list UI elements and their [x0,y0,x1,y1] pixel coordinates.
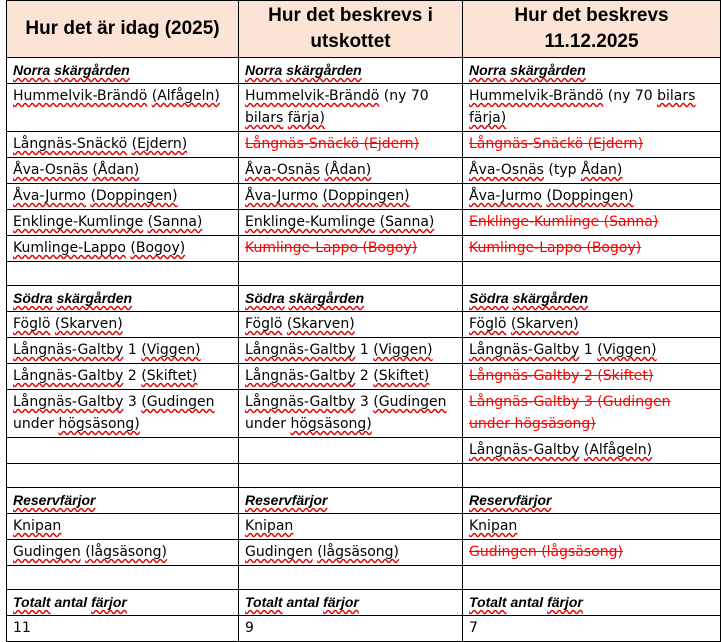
section-heading: Totalt antal färjor [469,594,583,610]
entry-text: Långnäs-Galtby 3 (Gudingen under högsäsong) [245,394,447,432]
cell-committee [239,132,463,158]
section-heading: Norra skärgården [469,62,586,78]
header-row [7,1,721,58]
table-row [7,514,721,540]
spacer-row [7,566,721,590]
cell-today [7,590,239,616]
entry-text: Åva-Osnäs (typ Ådan) [469,162,623,178]
cell-december [463,184,721,210]
cell-today [7,364,239,390]
cell-december [463,514,721,540]
cell-committee [239,262,463,286]
entry-text: Enklinge-Kumlinge (Sanna) [13,214,203,230]
section-row [7,286,721,312]
cell-committee [239,590,463,616]
cell-today [7,438,239,464]
entry-text: Knipan [245,518,294,534]
cell-december [463,286,721,312]
table-row [7,438,721,464]
struck-entry: Långnäs-Galtby 3 (Gudingen under högsäsong) [469,394,671,432]
entry-text: Långnäs-Galtby 2 (Skiftet) [245,368,430,384]
cell-committee [239,364,463,390]
cell-december [463,390,721,438]
struck-entry: Långnäs-Snäckö (Ejdern) [245,136,420,152]
entry-text: Gudingen (lågsäsong) [245,544,399,560]
struck-entry: Kumlinge-Lappo (Bogoy) [245,240,418,256]
entry-text: Kumlinge-Lappo (Bogoy) [13,240,186,256]
cell-december [463,210,721,236]
table-row [7,338,721,364]
cell-today [7,158,239,184]
cell-december [463,464,721,488]
column-header-december: Hur det beskrevs 11.12.2025 [463,1,721,58]
table-row [7,84,721,132]
cell-december [463,540,721,566]
entry-text: 11 [13,620,31,636]
entry-text: Åva-Osnäs (Ådan) [13,162,140,178]
cell-december [463,312,721,338]
cell-today [7,338,239,364]
cell-december [463,84,721,132]
entry-text: Föglö (Skarven) [245,316,355,332]
cell-today [7,236,239,262]
entry-text: Långnäs-Galtby 1 (Viggen) [13,342,201,358]
table-row [7,616,721,642]
entry-text: Åva-Osnäs (Ådan) [245,162,372,178]
cell-today [7,84,239,132]
spacer-row [7,464,721,488]
entry-text: 7 [469,620,478,636]
section-heading: Reservfärjor [245,492,328,508]
cell-december [463,58,721,84]
table-row [7,540,721,566]
section-heading: Norra skärgården [13,62,130,78]
column-header-today: Hur det är idag (2025) [7,1,239,58]
cell-today [7,184,239,210]
section-row [7,590,721,616]
entry-text: Föglö (Skarven) [469,316,579,332]
table-row [7,158,721,184]
column-header-committee: Hur det beskrevs i utskottet [239,1,463,58]
table-body [7,58,721,642]
section-heading: Totalt antal färjor [245,594,359,610]
cell-committee [239,338,463,364]
cell-december [463,364,721,390]
entry-text: Knipan [469,518,518,534]
section-heading: Södra skärgården [13,290,133,306]
cell-december [463,338,721,364]
table-row [7,312,721,338]
cell-today [7,616,239,642]
cell-today [7,390,239,438]
cell-committee [239,210,463,236]
section-heading: Reservfärjor [13,492,96,508]
section-row [7,488,721,514]
section-heading: Norra skärgården [245,62,362,78]
cell-december [463,262,721,286]
cell-today [7,566,239,590]
section-heading: Totalt antal färjor [13,594,127,610]
cell-committee [239,488,463,514]
section-row [7,58,721,84]
entry-text: Åva-Jurmo (Doppingen) [469,188,634,204]
cell-december [463,158,721,184]
section-heading: Södra skärgården [245,290,365,306]
cell-december [463,488,721,514]
cell-december [463,566,721,590]
cell-december [463,132,721,158]
cell-today [7,210,239,236]
entry-text: Långnäs-Galtby 1 (Viggen) [469,342,657,358]
struck-entry: Gudingen (lågsäsong) [469,544,623,560]
table-row [7,132,721,158]
struck-entry: Kumlinge-Lappo (Bogoy) [469,240,642,256]
cell-today [7,540,239,566]
entry-text: Åva-Jurmo (Doppingen) [13,188,178,204]
entry-text: Långnäs-Snäckö (Ejdern) [13,136,188,152]
cell-today [7,286,239,312]
cell-today [7,464,239,488]
cell-today [7,514,239,540]
entry-text: Åva-Jurmo (Doppingen) [245,188,410,204]
cell-today [7,262,239,286]
cell-committee [239,236,463,262]
cell-committee [239,286,463,312]
cell-december [463,590,721,616]
entry-text: Gudingen (lågsäsong) [13,544,167,560]
entry-text: Knipan [13,518,62,534]
entry-text: Långnäs-Galtby 3 (Gudingen under högsäsong) [13,394,215,432]
entry-text: Hummelvik-Brändö (ny 70 bilars färja) [469,88,696,126]
struck-entry: Enklinge-Kumlinge (Sanna) [469,214,659,230]
cell-committee [239,312,463,338]
cell-december [463,236,721,262]
cell-december [463,438,721,464]
entry-text: Hummelvik-Brändö (Alfågeln) [13,88,220,104]
table-row [7,236,721,262]
cell-committee [239,84,463,132]
table-row [7,364,721,390]
cell-today [7,58,239,84]
entry-text: 9 [245,620,254,636]
table-row [7,210,721,236]
cell-committee [239,438,463,464]
cell-today [7,132,239,158]
cell-committee [239,464,463,488]
table-row [7,390,721,438]
entry-text: Långnäs-Galtby 1 (Viggen) [245,342,433,358]
cell-committee [239,184,463,210]
entry-text: Långnäs-Galtby 2 (Skiftet) [13,368,198,384]
struck-entry: Långnäs-Galtby 2 (Skiftet) [469,368,654,384]
cell-today [7,488,239,514]
entry-text: Hummelvik-Brändö (ny 70 bilars färja) [245,88,429,126]
entry-text: Enklinge-Kumlinge (Sanna) [245,214,435,230]
cell-december [463,616,721,642]
spacer-row [7,262,721,286]
cell-committee [239,390,463,438]
cell-committee [239,616,463,642]
cell-committee [239,58,463,84]
table-row [7,184,721,210]
ferry-comparison-table [6,0,721,642]
cell-committee [239,540,463,566]
cell-today [7,312,239,338]
cell-committee [239,566,463,590]
section-heading: Reservfärjor [469,492,552,508]
cell-committee [239,514,463,540]
cell-committee [239,158,463,184]
entry-text: Föglö (Skarven) [13,316,123,332]
entry-text: Långnäs-Galtby (Alfågeln) [469,442,653,458]
struck-entry: Långnäs-Snäckö (Ejdern) [469,136,644,152]
section-heading: Södra skärgården [469,290,589,306]
